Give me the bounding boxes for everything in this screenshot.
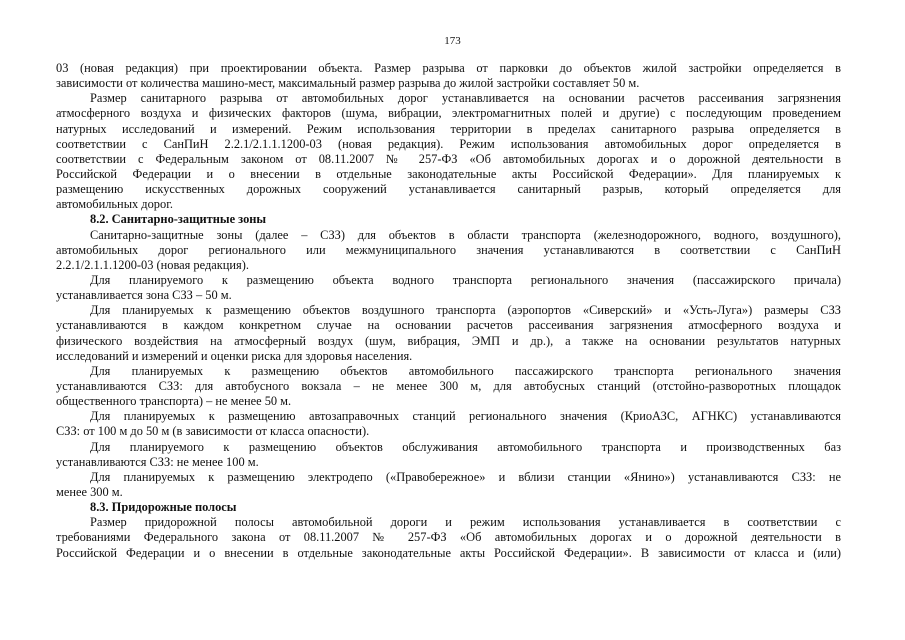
text-line: исследований и измерений и оценки риска для здоровья населения. [56, 348, 413, 363]
text-line: устанавливается зона СЗЗ – 50 м. [56, 288, 232, 303]
text-line: зависимости от количества машино-мест, максимальный размер разрыва до жилой застройки составляет 50 м. [56, 76, 640, 91]
text-line: требованиями Федерального закона от 08.11.2007 № 257-ФЗ «Об автомобильных дорогах и о дорожной деятельности в [56, 530, 841, 545]
text-line: Российской Федерации и о внесении в отдельные законодательные акты Российской Федерации». В зависимости от класса и (или) [56, 545, 841, 560]
text-line: Для планируемых к размещению электродепо («Правобережное» и вблизи станции «Янино») устанавливаются СЗЗ: не [90, 469, 841, 484]
text-line: устанавливаются СЗЗ: не менее 100 м. [56, 454, 259, 469]
text-line: Размер придорожной полосы автомобильной дороги и режим использования устанавливается в соответствии с [90, 515, 841, 530]
text-line: размещению искусственных дорожных сооружений устанавливается санитарный разрыв, который определяется для [56, 182, 841, 197]
text-line: Для планируемого к размещению объектов обслуживания автомобильного транспорта и производственных баз [90, 439, 841, 454]
text-line: Для планируемых к размещению объектов автомобильного пассажирского транспорта регионального значения [90, 363, 841, 378]
text-line: Российской Федерации и о внесении в отдельные законодательные акты Российской Федерации». Для планируемых к [56, 166, 841, 181]
text-line: устанавливаются в каждом конкретном случае на основании расчетов рассеивания загрязнения атмосферного воздуха и [56, 318, 841, 333]
text-line: устанавливаются СЗЗ: для автобусного вокзала – не менее 300 м, для автобусных станций (отстойно-разворотных площадок [56, 378, 841, 393]
text-line: общественного транспорта) – не менее 50 м. [56, 394, 292, 409]
text-line: Для планируемых к размещению автозаправочных станций регионального значения (КриоАЗС, АГНКС) устанавливаются [90, 409, 841, 424]
section-heading: 8.2. Санитарно-защитные зоны [90, 212, 267, 227]
text-line: автомобильных дорог. [56, 197, 173, 212]
text-line: 03 (новая редакция) при проектировании объекта. Размер разрыва от парковки до объектов жилой застройки определяется в [56, 61, 841, 75]
text-line: соответствии с СанПиН 2.2.1/2.1.1.1200-03 (новая редакция). Режим использования автомобильных дорог определяется в [56, 136, 841, 151]
text-line: Санитарно-защитные зоны (далее – СЗЗ) для объектов в области транспорта (железнодорожного, водного, воздушного), [90, 227, 841, 242]
text-line: Для планируемого к размещению объекта водного транспорта регионального значения (пассажирского причала) [90, 272, 841, 287]
page-body-text [56, 61, 841, 561]
text-line: менее 300 м. [56, 484, 123, 499]
text-line: физического воздействия на атмосферный воздух (шум, вибрация, ЭМП и др.), а также на основании результатов натурных [56, 333, 841, 348]
text-line: атмосферного воздуха и физических факторов (шума, вибрации, электромагнитных полей и другие) с последующим проведением [56, 106, 841, 121]
text-line: автомобильных дорог регионального или межмуниципального значения устанавливаются в соответствии с СанПиН [56, 242, 841, 257]
text-line: натурных исследований и измерений. Режим использования территории в пределах санитарного разрыва определяется в [56, 121, 841, 136]
text-line: Для планируемых к размещению объектов воздушного транспорта (аэропортов «Сиверский» и «Усть-Луга») размеры СЗЗ [90, 303, 841, 318]
text-line: Размер санитарного разрыва от автомобильных дорог устанавливается на основании расчетов рассеивания загрязнения [90, 91, 841, 106]
section-heading: 8.3. Придорожные полосы [90, 500, 237, 515]
text-line: соответствии с Федеральным законом от 08.11.2007 № 257-ФЗ «Об автомобильных дорогах и о дорожной деятельности в [56, 151, 841, 166]
page-number: 173 [444, 35, 461, 47]
text-line: СЗЗ: от 100 м до 50 м (в зависимости от класса опасности). [56, 424, 370, 439]
text-line: 2.2.1/2.1.1.1200-03 (новая редакция). [56, 257, 249, 272]
